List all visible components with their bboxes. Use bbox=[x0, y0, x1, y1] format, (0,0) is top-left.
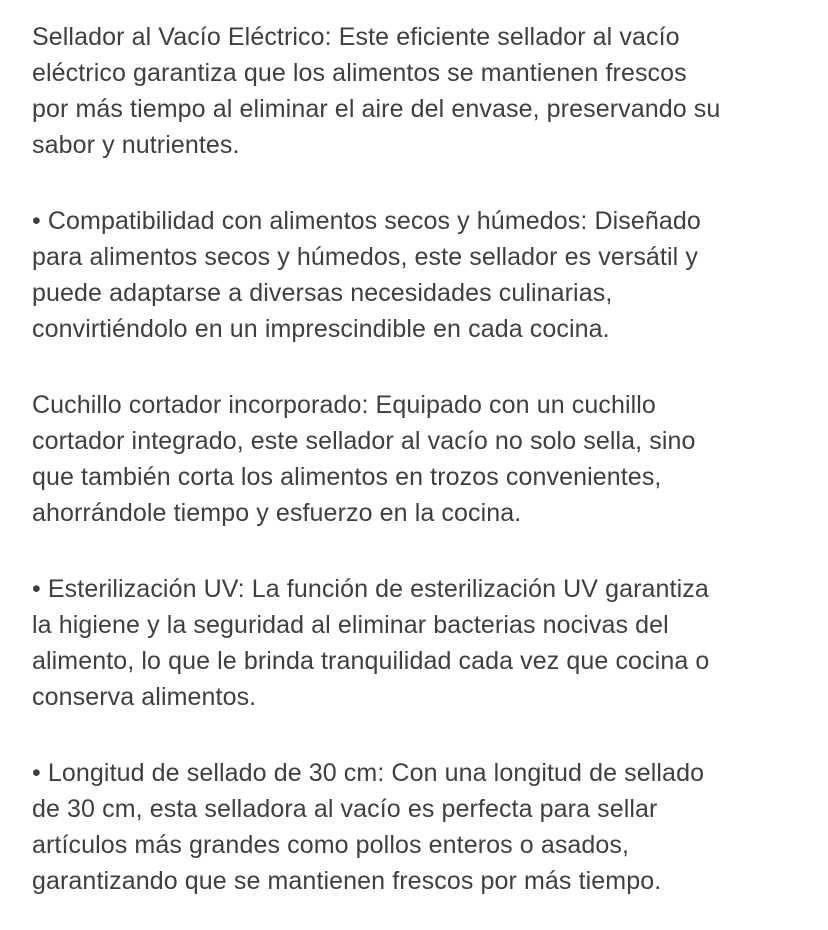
text-line: • Esterilización UV: La función de esterilización UV garantiza bbox=[32, 575, 709, 603]
paragraph-vacuum-sealer bbox=[32, 19, 792, 163]
text-line: convirtiéndolo en un imprescindible en cada cocina. bbox=[32, 315, 610, 343]
text-line: Sellador al Vacío Eléctrico: Este eficiente sellador al vacío bbox=[32, 23, 680, 51]
text-line: garantizando que se mantienen frescos por más tiempo. bbox=[32, 867, 662, 895]
paragraph-cutter bbox=[32, 387, 792, 531]
text-line: para alimentos secos y húmedos, este sellador es versátil y bbox=[32, 243, 698, 271]
text-line: • Longitud de sellado de 30 cm: Con una longitud de sellado bbox=[32, 759, 705, 787]
text-line: que también corta los alimentos en trozos convenientes, bbox=[32, 463, 662, 491]
paragraph-uv-sterilization bbox=[32, 571, 792, 715]
text-line: eléctrico garantiza que los alimentos se mantienen frescos bbox=[32, 59, 687, 87]
text-line: alimento, lo que le brinda tranquilidad cada vez que cocina o bbox=[32, 647, 710, 675]
text-line: sabor y nutrientes. bbox=[32, 131, 240, 159]
paragraph-seal-length bbox=[32, 755, 792, 899]
text-line: por más tiempo al eliminar el aire del envase, preservando su bbox=[32, 95, 721, 123]
text-line: la higiene y la seguridad al eliminar bacterias nocivas del bbox=[32, 611, 669, 639]
text-line: de 30 cm, esta selladora al vacío es perfecta para sellar bbox=[32, 795, 658, 823]
text-line: puede adaptarse a diversas necesidades culinarias, bbox=[32, 279, 613, 307]
text-line: ahorrándole tiempo y esfuerzo en la cocina. bbox=[32, 499, 522, 527]
text-line: Cuchillo cortador incorporado: Equipado con un cuchillo bbox=[32, 391, 656, 419]
paragraph-compatibility bbox=[32, 203, 792, 347]
text-line: conserva alimentos. bbox=[32, 683, 257, 711]
text-line: artículos más grandes como pollos enteros o asados, bbox=[32, 831, 630, 859]
product-description bbox=[32, 19, 792, 899]
text-line: • Compatibilidad con alimentos secos y húmedos: Diseñado bbox=[32, 207, 701, 235]
text-line: cortador integrado, este sellador al vacío no solo sella, sino bbox=[32, 427, 696, 455]
